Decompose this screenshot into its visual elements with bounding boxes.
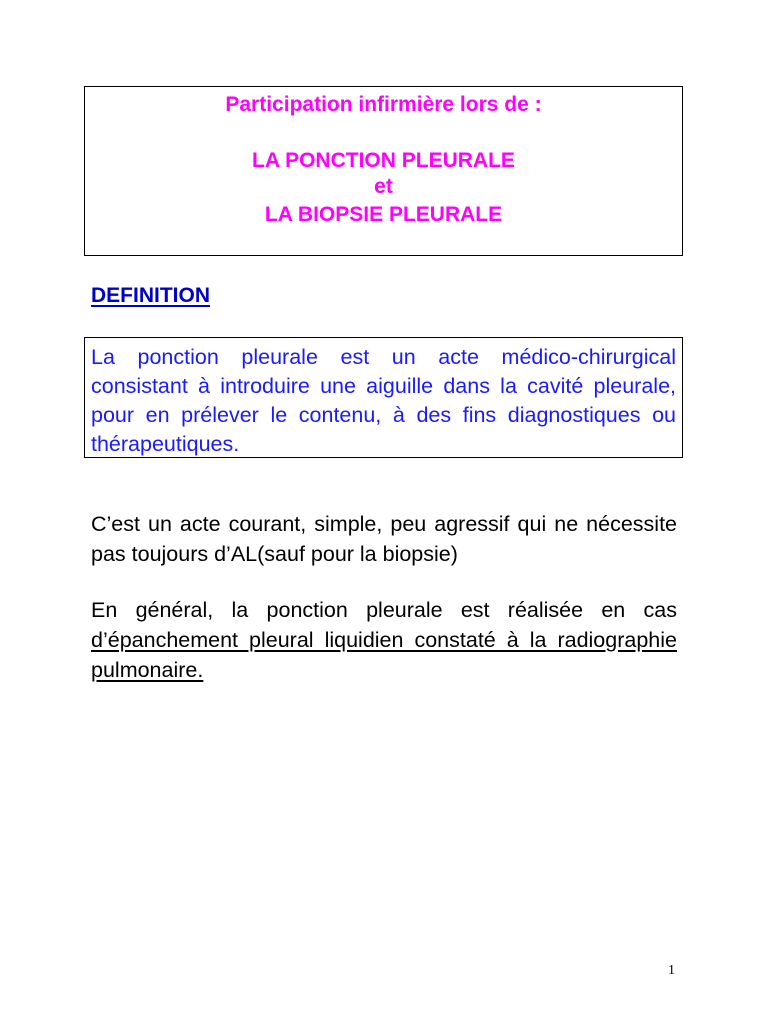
definition-heading: DEFINITION (91, 284, 210, 307)
definition-text: La ponction pleurale est un acte médico-chirurgical consistant à introduire une aiguille dans la cavité pleurale, pour en prélever le contenu, à des fins diagnostiques ou thérapeutiques. (91, 345, 676, 456)
paragraph-en-general (91, 595, 677, 685)
title-line-biopsie: LA BIOPSIE PLEURALE (264, 203, 503, 226)
title-line-participation: Participation infirmière lors de : (225, 93, 542, 116)
paragraph-en-general-underlined: d’épanchement pleural liquidien constaté à la radiographie pulmonaire. (91, 628, 677, 682)
title-line-ponction: LA PONCTION PLEURALE (252, 149, 515, 172)
title-box (84, 86, 683, 256)
title-line-et: et (374, 175, 393, 198)
page-number: 1 (668, 963, 675, 978)
paragraph-en-general-text: En général, la ponction pleurale est réalisée en cas (91, 598, 677, 622)
definition-box (84, 337, 683, 458)
paragraph-acte-courant (91, 509, 677, 569)
paragraph-acte-courant-text: C’est un acte courant, simple, peu agressif qui ne nécessite pas toujours d’AL(sauf pour la biopsie) (91, 512, 677, 566)
